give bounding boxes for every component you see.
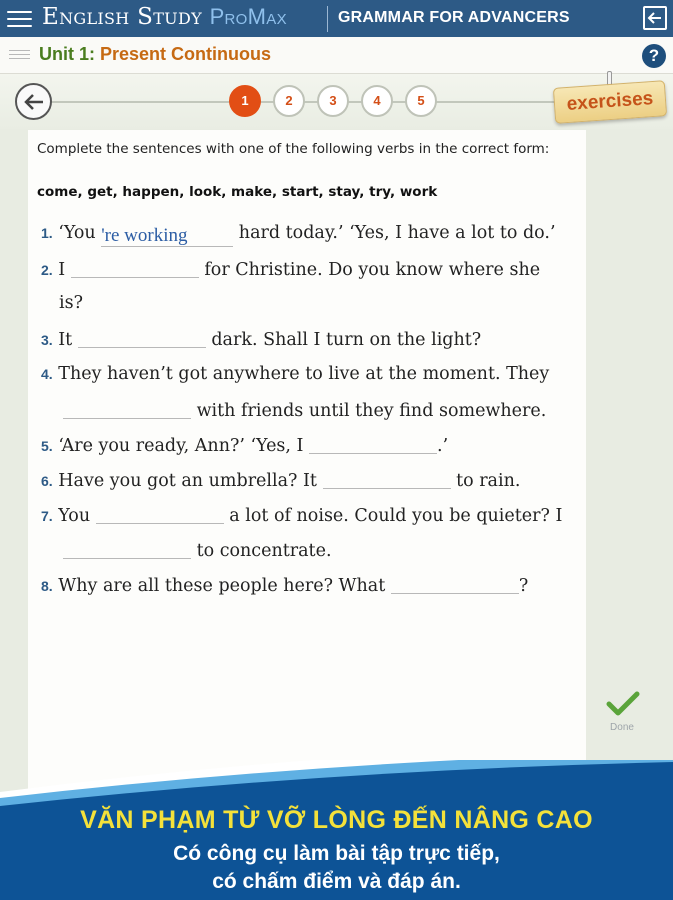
question-text: to rain.: [450, 471, 521, 491]
question-number: 5.: [41, 438, 53, 454]
step-2[interactable]: 2: [273, 85, 305, 117]
question-4: [41, 364, 549, 384]
banner-line-2: có chấm điểm và đáp án.: [212, 870, 461, 893]
instructions: Complete the sentences with one of the following verbs in the correct form:: [37, 141, 550, 157]
question-text: Have you got an umbrella? It: [58, 471, 323, 491]
answer-field-5[interactable]: [309, 434, 437, 454]
app-title: [42, 4, 287, 30]
arrow-left-icon: [23, 92, 45, 112]
question-text: They haven’t got anywhere to live at the moment. They: [58, 364, 550, 384]
verb-list: come, get, happen, look, make, start, stay, try, work: [37, 184, 438, 200]
hamburger-menu-icon[interactable]: [7, 11, 32, 27]
question-number: 3.: [41, 332, 53, 348]
question-number: 1.: [41, 225, 53, 241]
banner-line-1: Có công cụ làm bài tập trực tiếp,: [173, 842, 500, 865]
question-2-cont: is?: [59, 293, 83, 313]
step-1[interactable]: 1: [229, 85, 261, 117]
question-text: I: [58, 260, 71, 280]
question-number: 8.: [41, 578, 53, 594]
answer-field-1[interactable]: 're working: [101, 227, 233, 247]
question-7-cont: [63, 539, 332, 561]
unit-number: Unit 1:: [39, 44, 95, 64]
question-text: Why are all these people here? What: [58, 576, 391, 596]
question-text: to concentrate.: [191, 541, 332, 561]
answer-field-6[interactable]: [323, 469, 451, 489]
unit-name: Present Continuous: [100, 44, 272, 64]
step-5[interactable]: 5: [405, 85, 437, 117]
question-7: [41, 504, 562, 526]
help-button[interactable]: ?: [642, 44, 666, 68]
question-number: 6.: [41, 473, 53, 489]
question-2: [41, 258, 540, 280]
question-6: [41, 469, 520, 491]
question-8: [41, 574, 528, 596]
question-text: ?: [518, 576, 529, 596]
question-text: dark. Shall I turn on the light?: [205, 330, 482, 350]
question-1: [41, 223, 556, 247]
app-subtitle: GRAMMAR FOR ADVANCERS: [338, 9, 570, 26]
unit-title: [39, 44, 271, 65]
question-text: hard today.’ ‘Yes, I have a lot to do.’: [233, 223, 556, 243]
app-title-accent: ProMax: [209, 4, 287, 29]
question-number: 2.: [41, 262, 53, 278]
title-divider: [327, 6, 328, 32]
question-3: [41, 328, 481, 350]
question-number: 4.: [41, 366, 53, 382]
question-text: with friends until they find somewhere.: [191, 401, 547, 421]
done-label: Done: [610, 722, 634, 733]
question-text: ‘Are you ready, Ann?’ ‘Yes, I: [58, 436, 310, 456]
step-track: [40, 101, 570, 103]
answer-field-4[interactable]: [63, 399, 191, 419]
banner-title: VĂN PHẠM TỪ VỠ LÒNG ĐẾN NÂNG CAO: [80, 806, 593, 834]
question-text: It: [58, 330, 78, 350]
step-4[interactable]: 4: [361, 85, 393, 117]
question-text: ‘You: [58, 223, 102, 243]
step-3[interactable]: 3: [317, 85, 349, 117]
app-header: [0, 0, 673, 37]
back-button[interactable]: [15, 83, 52, 120]
answer-field-8[interactable]: [391, 574, 519, 594]
checkmark-icon: [606, 690, 640, 718]
question-text: a lot of noise. Could you be quieter? I: [223, 506, 563, 526]
list-icon[interactable]: [9, 50, 30, 62]
exit-button[interactable]: [643, 6, 667, 30]
done-button[interactable]: [604, 690, 642, 722]
question-5: [41, 434, 448, 456]
question-4-cont: [63, 399, 546, 421]
answer-field-7[interactable]: [96, 504, 224, 524]
unit-bar: [0, 37, 673, 74]
answer-field-2[interactable]: [71, 258, 199, 278]
question-text: You: [58, 506, 96, 526]
exercises-tab[interactable]: exercises: [553, 80, 667, 124]
question-text: .’: [437, 436, 449, 456]
question-text: for Christine. Do you know where she: [198, 260, 541, 280]
exit-arrow-icon: [645, 8, 665, 28]
answer-field-3[interactable]: [78, 328, 206, 348]
app-title-main: English Study: [42, 4, 202, 30]
question-number: 7.: [41, 508, 53, 524]
answer-field-7b[interactable]: [63, 539, 191, 559]
